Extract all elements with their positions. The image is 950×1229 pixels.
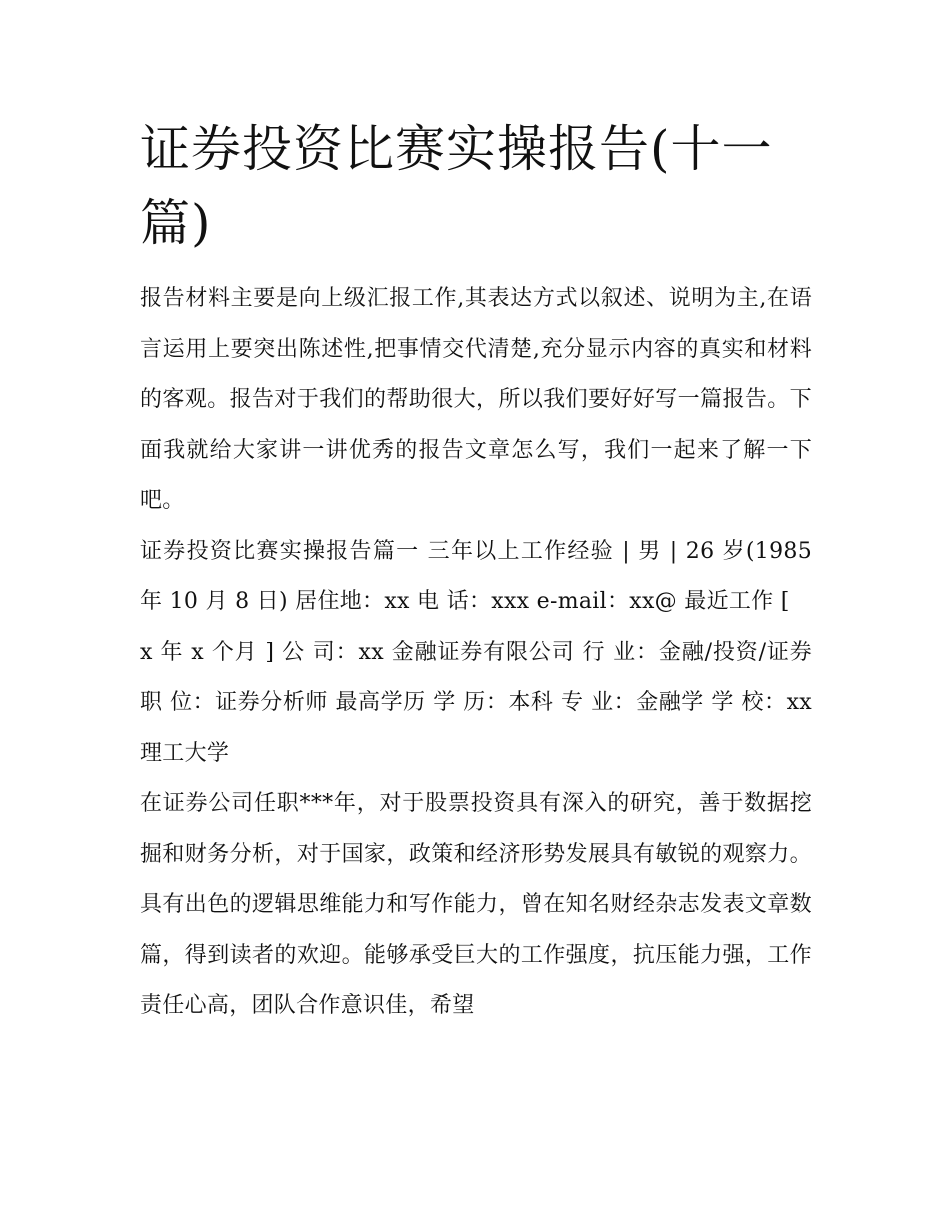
document-page: [140, 112, 812, 1032]
intro-paragraph: 报告材料主要是向上级汇报工作,其表达方式以叙述、说明为主,在语言运用上要突出陈述性,把事情交代清楚,充分显示内容的真实和材料的客观。报告对于我们的帮助很大，所以我们要好好写一篇报告。下面我就给大家讲一讲优秀的报告文章怎么写，我们一起来了解一下吧。: [140, 286, 812, 513]
self-evaluation-paragraph: 在证券公司任职***年，对于股票投资具有深入的研究，善于数据挖掘和财务分析，对于国家，政策和经济形势发展具有敏锐的观察力。具有出色的逻辑思维能力和写作能力，曾在知名财经杂志发表文章数篇，得到读者的欢迎。能够承受巨大的工作强度，抗压能力强，工作责任心高，团队合作意识佳，希望: [140, 791, 812, 1018]
resume-details-paragraph: x 年 x 个月 ] 公 司：xx 金融证券有限公司 行 业：金融/投资/证券 职 位：证券分析师 最高学历 学 历：本科 专 业：金融学 学 校：xx 理工大学: [140, 639, 812, 766]
document-body: [140, 274, 812, 1032]
resume-header-paragraph: 证券投资比赛实操报告篇一 三年以上工作经验 | 男 | 26 岁(1985 年 10 月 8 日) 居住地：xx 电 话：xxx e-mail：xx@ 最近工作 [: [140, 538, 812, 614]
document-title: 证券投资比赛实操报告(十一篇): [140, 120, 773, 252]
